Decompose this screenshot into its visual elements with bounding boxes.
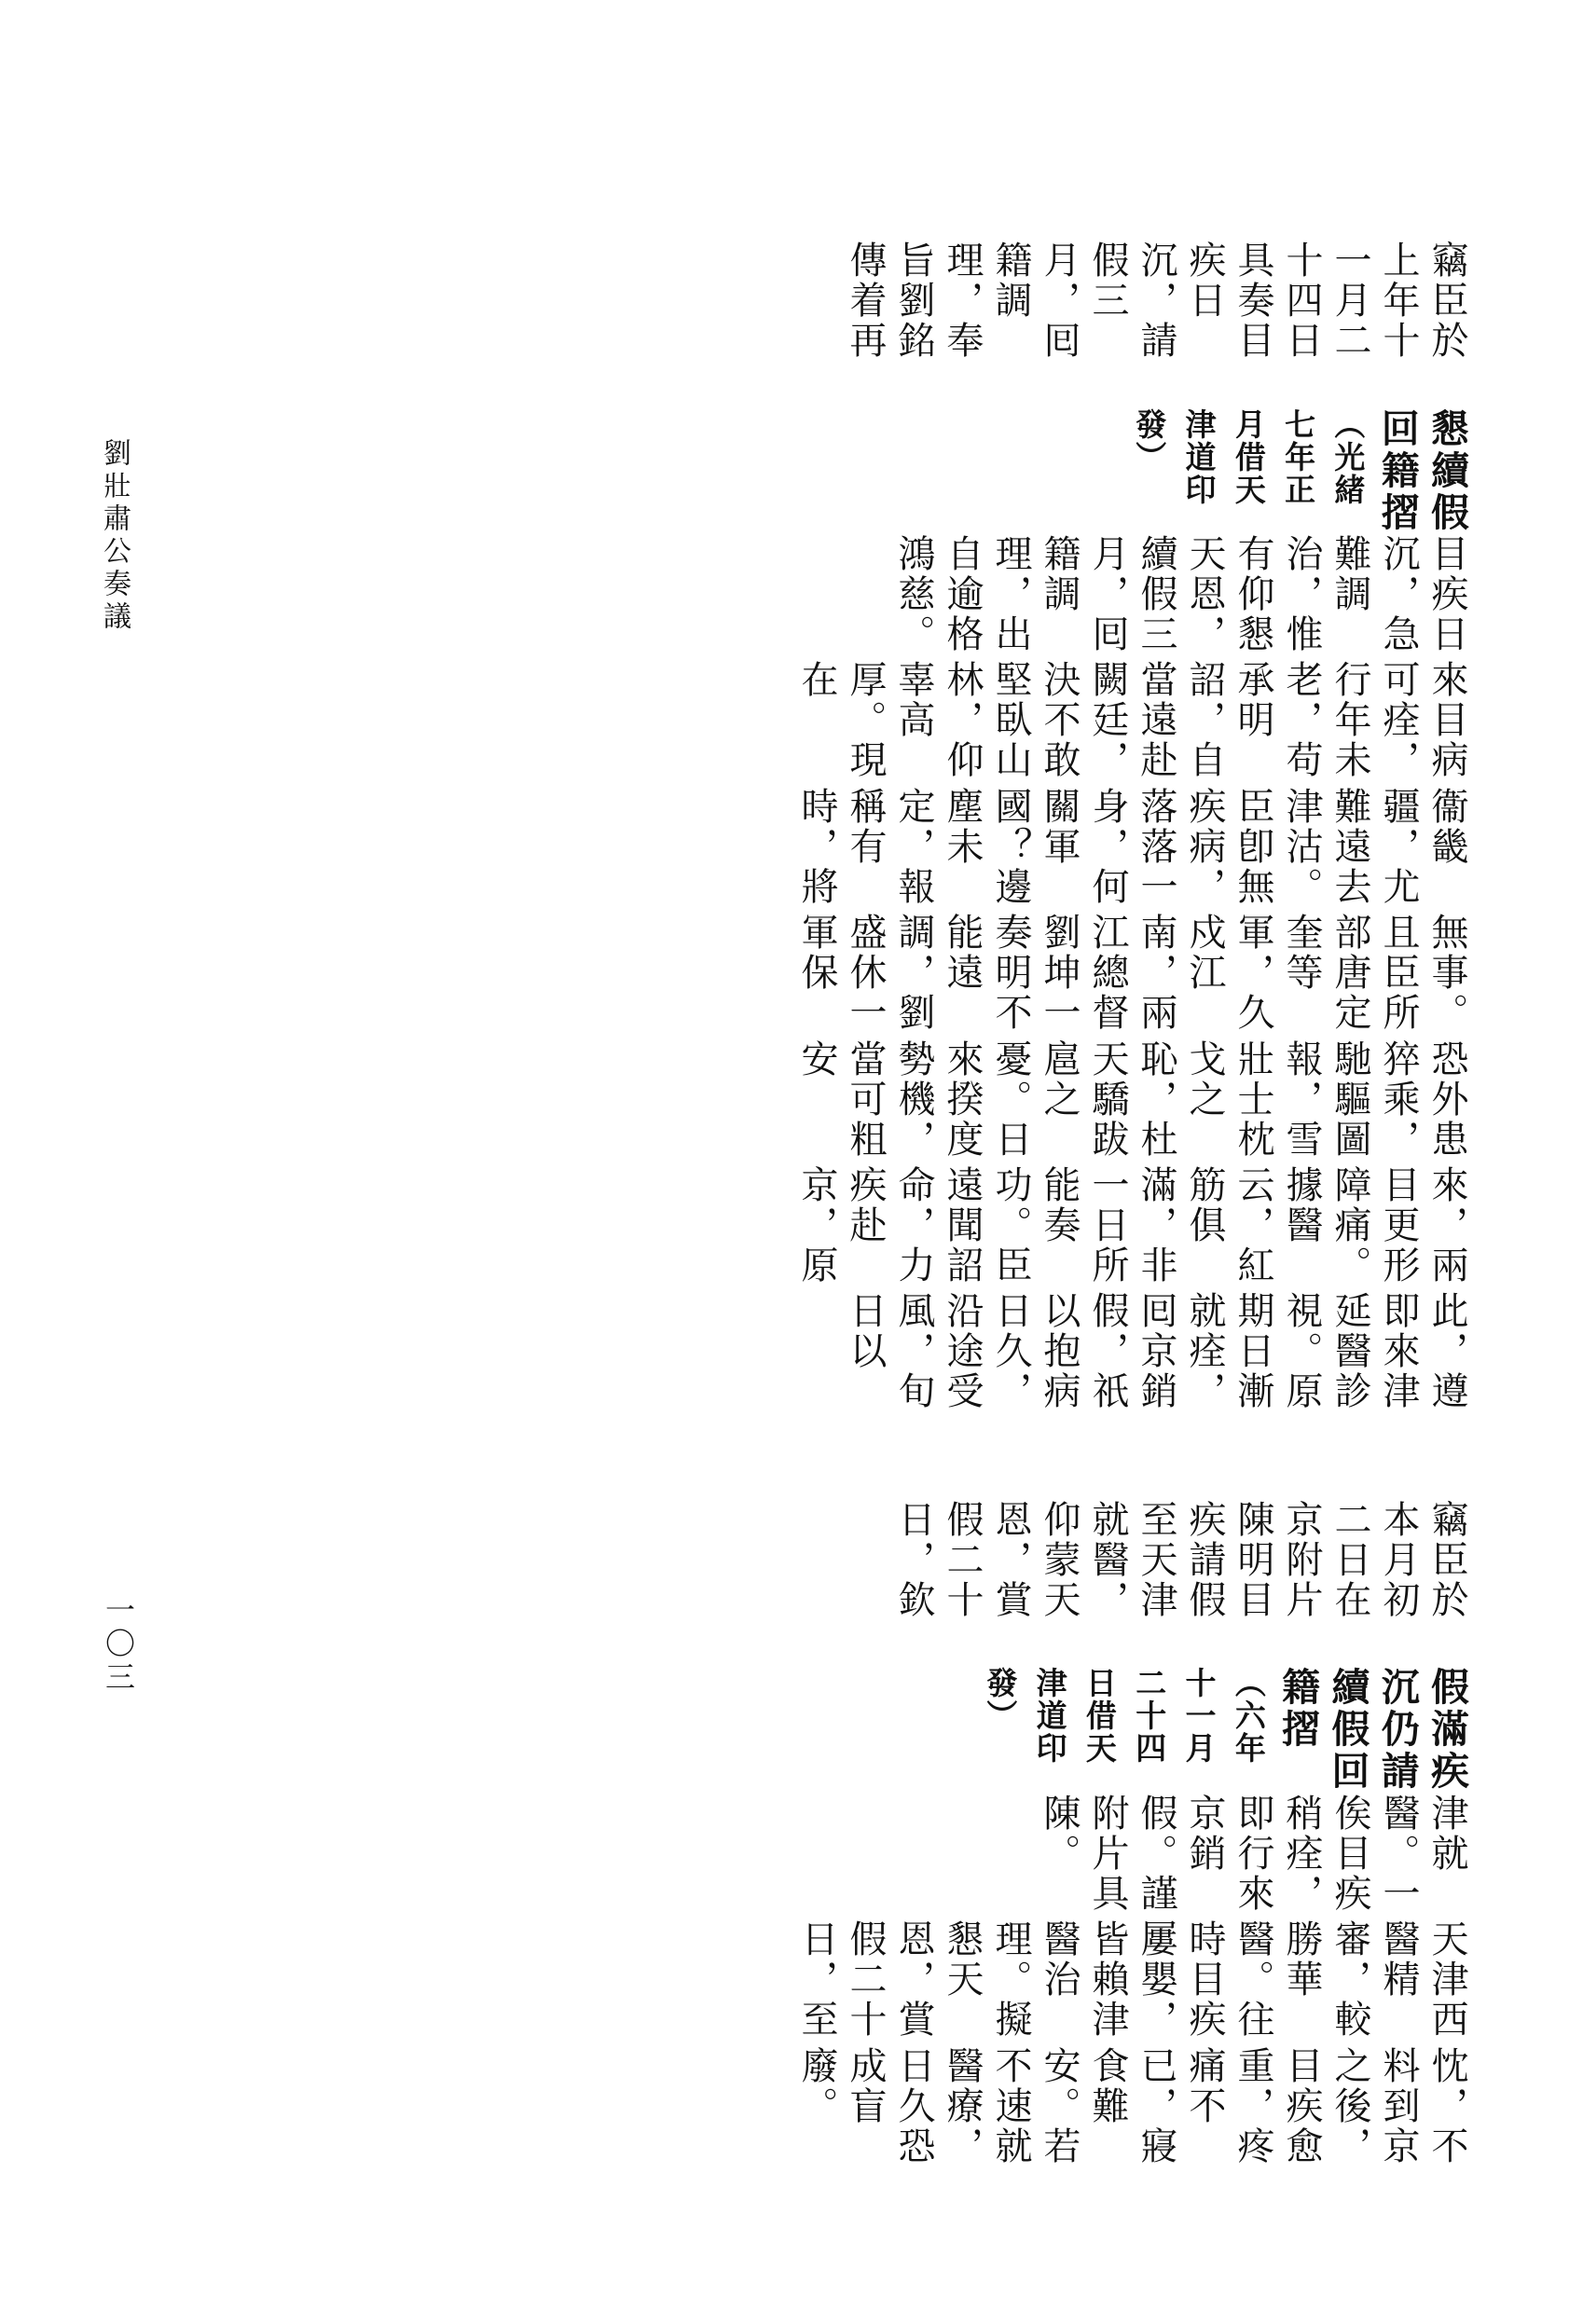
section-heading-title: 懇續假回籍摺	[1374, 407, 1469, 534]
text-column: 目疾日沉，急難調治，惟有仰懇天恩，續假三月，囘籍調理，出自逾格鴻慈。	[892, 533, 1468, 654]
section-heading-column	[241, 1626, 1471, 1793]
section-heading-column	[241, 367, 1471, 534]
vertical-text-block	[231, 158, 1471, 2172]
text-column: 恐外患猝乘，馳驅圖報，雪壯士枕戈之恥，杜天驕跋扈之憂。日來揆度勢機，當可粗安	[795, 1038, 1468, 1160]
text-column: 來，兩目更形障痛。據醫云，紅筋俱滿，非一日所能奏功。臣遠聞詔命，力疾赴京，原	[795, 1165, 1468, 1286]
text-column: 津就醫。一俟目疾稍痊，即行來京銷假。謹附片具陳。	[1038, 1793, 1468, 1914]
text-column: 竊臣於本月初二日在京附片陳明目疾請假至天津就醫，仰蒙天恩，賞假二十日，欽	[892, 1499, 1468, 1620]
section-heading-note: （六年十一月二十四日借天津道印發）	[982, 1667, 1267, 1766]
section-heading-title: 假滿疾沉仍請續假回籍摺	[1275, 1667, 1469, 1794]
text-column: 無事。且臣所部唐定奎等軍，久戍江南，兩江總督劉坤一奏明不能遠調，劉盛休一軍保	[795, 913, 1468, 1034]
text-column: 竊臣於上年十一月二十四日具奏目疾日沉，請假三月，囘籍調理，奉旨劉銘傳着再	[844, 241, 1468, 362]
text-column: 衞畿疆，尤難遠去津沽。臣卽無疾病，落落一身，何關軍國？邊塵未定，報稱有時，將	[795, 786, 1468, 907]
text-column: 此，遵即來津延醫診視。原期日漸就痊，囘京銷假，祇以抱病日久，沿途受風，旬日以	[844, 1291, 1468, 1412]
page-number: 一〇三	[101, 1594, 136, 1695]
section-heading-note: （光緒七年正月借天津道印發）	[1131, 407, 1367, 506]
text-column: 天津西醫精審，較勝華醫。往時目疾屢嬰，皆賴津醫治理。擬懇天恩，賞假二十日，至	[795, 1919, 1468, 2041]
text-column: 來目病可痊，行年未老，苟承明詔，自當遠赴闕廷，決不敢堅臥山林，仰辜高厚。現在	[795, 660, 1468, 781]
running-header: 劉壯肅公奏議	[98, 438, 131, 634]
text-column: 忱，不料到京之後，目疾愈重，疼痛不已，寢食難安。若不速就醫療，日久恐成盲廢。	[795, 2045, 1468, 2166]
